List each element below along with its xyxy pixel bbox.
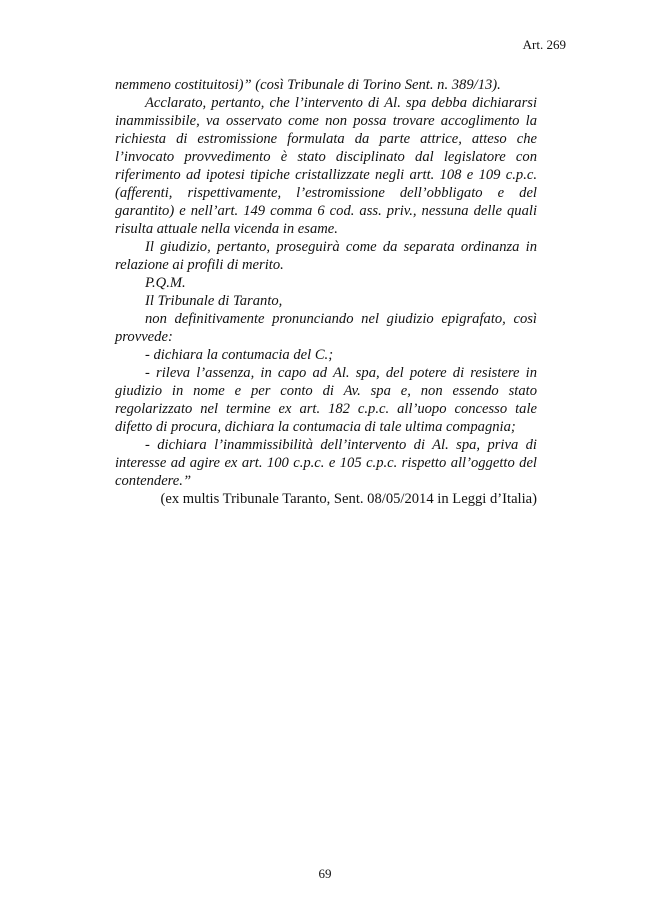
ruling-item-contumacy: - dichiara la contumacia del C.; <box>145 347 334 363</box>
paragraph-inadmissibility: Acclarato, pertanto, che l’intervento di Al. spa debba dichiararsi inammissibile, va osservato come non possa trovare accoglimento la richiesta di estromissione formulata da parte attrice, atteso che l’invocato provvedimento è stato disciplinato dal legislatore con riferimento ad ipotesi tipiche cristallizzate negli artt. 108 e 109 c.p.c. (afferenti, rispettivamente, l’estromissione dell’obbligato e del garantito) e nell’art. 149 comma 6 cod. ass. priv., nessuna delle quali risulta attuale nella vicenda in esame. <box>115 95 537 237</box>
body-text <box>115 76 537 508</box>
running-head: Art. 269 <box>522 37 566 52</box>
paragraph-quote-end: nemmeno costituitosi)” (così Tribunale di Torino Sent. n. 389/13). <box>115 77 501 93</box>
paragraph-ruling-intro: non definitivamente pronunciando nel giudizio epigrafato, così provvede: <box>115 311 537 345</box>
ruling-item-intervention: - dichiara l’inammissibilità dell’intervento di Al. spa, priva di interesse ad agire ex art. 100 c.p.c. e 105 c.p.c. rispetto all’oggetto del contendere.” <box>115 437 537 489</box>
paragraph-tribunal: Il Tribunale di Taranto, <box>145 293 283 309</box>
citation-source: (ex multis Tribunale Taranto, Sent. 08/05/2014 in Leggi d’Italia) <box>160 491 537 507</box>
page-number: 69 <box>318 866 332 881</box>
paragraph-pqm: P.Q.M. <box>145 275 186 291</box>
paragraph-proceedings: Il giudizio, pertanto, proseguirà come da separata ordinanza in relazione ai profili di merito. <box>115 239 537 273</box>
ruling-item-procura: - rileva l’assenza, in capo ad Al. spa, del potere di resistere in giudizio in nome e per conto di Av. spa e, non essendo stato regolarizzato nel termine ex art. 182 c.p.c. all’uopo concesso tale difetto di procura, dichiara la contumacia di tale ultima compagnia; <box>115 365 537 435</box>
